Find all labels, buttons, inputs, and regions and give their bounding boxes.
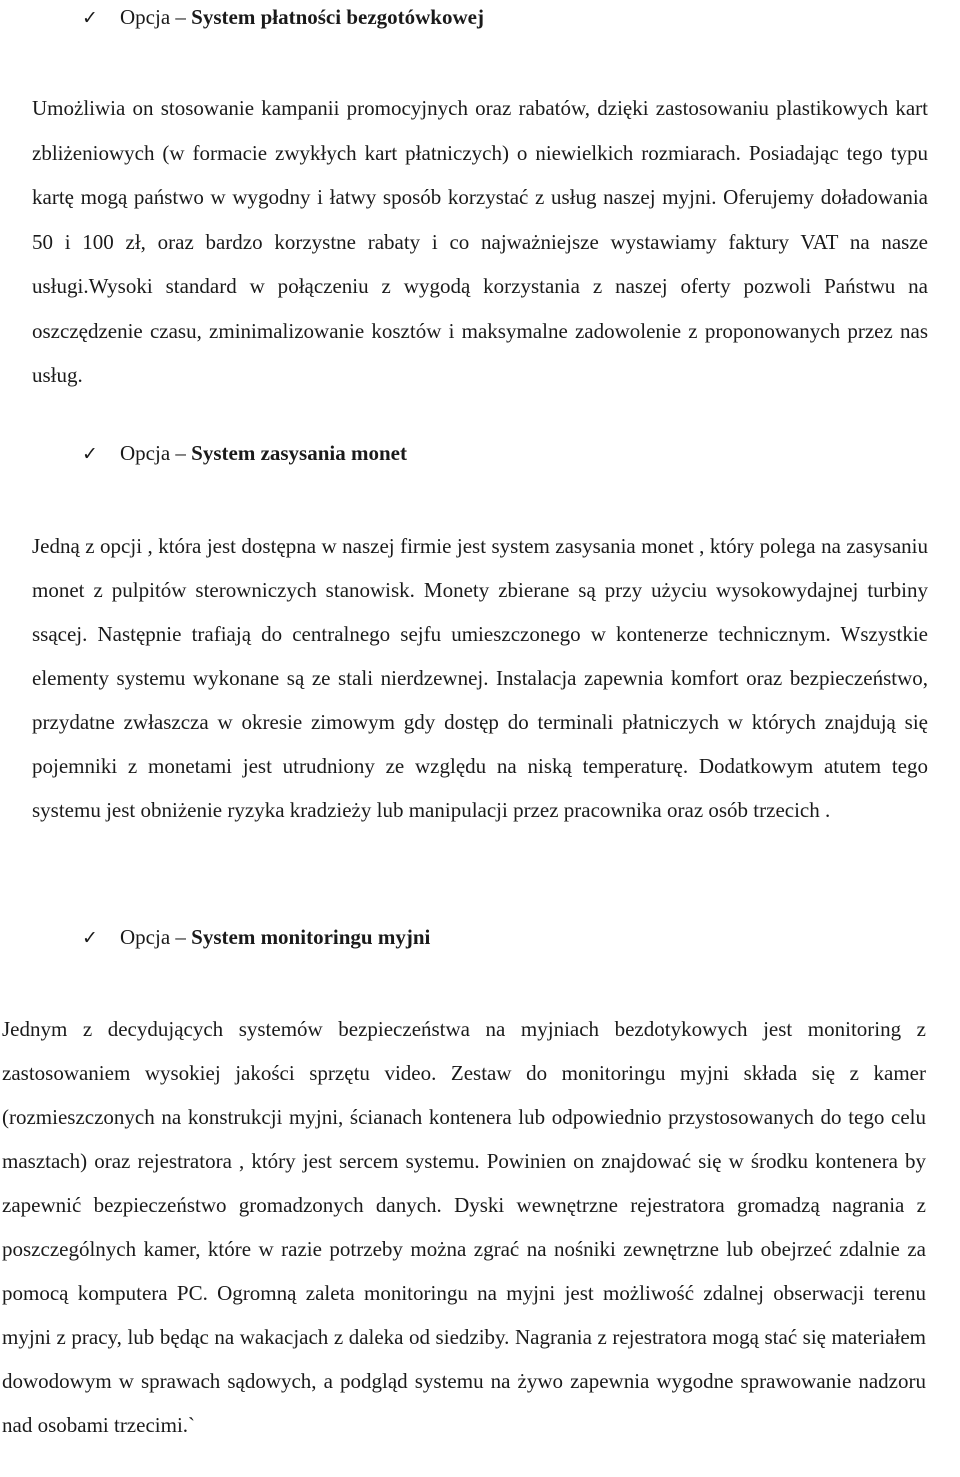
section-body-payment: Umożliwia on stosowanie kampanii promocyjnych oraz rabatów, dzięki zastosowaniu plastikowych kart zbliżeniowych (w formacie zwykłych kart płatniczych) o niewielkich rozmiarach. Posiadając tego typu kartę mogą państwo w wygodny i łatwy sposób korzystać z usług naszej myjni. Oferujemy doładowania 50 i 100 zł, oraz bardzo korzystne rabaty i co najważniejsze wystawiamy faktury VAT na nasze usługi.Wysoki standard w połączeniu z wygodą korzystania z naszej oferty pozwoli Państwu na oszczędzenie czasu, zminimalizowanie kosztów i maksymalne zadowolenie z proponowanych przez nas usług.: [32, 96, 928, 387]
heading-prefix: Opcja –: [120, 5, 192, 29]
heading-title: System monitoringu myjni: [191, 925, 431, 949]
checkmark-icon: ✓: [82, 7, 98, 29]
section-heading-payment: [82, 2, 484, 33]
section-heading-monitoring: [82, 922, 430, 953]
section-body-monitoring: Jednym z decydujących systemów bezpieczeństwa na myjniach bezdotykowych jest monitoring z zastosowaniem wysokiej jakości sprzętu video. Zestaw do monitoringu myjni składa się z kamer (rozmieszczonych na konstrukcji myjni, ścianach kontenera lub odpowiednio przystosowanych do tego celu masztach) oraz rejestratora , który jest sercem systemu. Powinien on znajdować się w środku kontenera by zapewnić bezpieczeństwo gromadzonych danych. Dyski wewnętrzne rejestratora gromadzą nagrania z poszczególnych kamer, które w razie potrzeby można zgrać na nośniki zewnętrzne lub obejrzeć zdalnie za pomocą komputera PC. Ogromną zaleta monitoringu na myjni jest możliwość zdalnej obserwacji terenu myjni z pracy, lub będąc na wakacjach z daleka od siedziby. Nagrania z rejestratora mogą stać się materiałem dowodowym w sprawach sądowych, a podgląd systemu na żywo zapewnia wygodne sprawowanie nadzoru nad osobami trzecimi.`: [2, 1017, 926, 1437]
checkmark-icon: ✓: [82, 443, 98, 465]
section-heading-coins: [82, 438, 407, 469]
heading-prefix: Opcja –: [120, 925, 192, 949]
checkmark-icon: ✓: [82, 927, 98, 949]
heading-title: System płatności bezgotówkowej: [191, 5, 484, 29]
heading-title: System zasysania monet: [191, 441, 407, 465]
heading-prefix: Opcja –: [120, 441, 192, 465]
section-body-coins: Jedną z opcji , która jest dostępna w naszej firmie jest system zasysania monet , który polega na zasysaniu monet z pulpitów sterowniczych stanowisk. Monety zbierane są przy użyciu wysokowydajnej turbiny ssącej. Następnie trafiają do centralnego sejfu umieszczonego w kontenerze technicznym. Wszystkie elementy systemu wykonane są ze stali nierdzewnej. Instalacja zapewnia komfort oraz bezpieczeństwo, przydatne zwłaszcza w okresie zimowym gdy dostęp do terminali płatniczych w których znajdują się pojemniki z monetami jest utrudniony ze względu na niską temperaturę. Dodatkowym atutem tego systemu jest obniżenie ryzyka kradzieży lub manipulacji przez pracownika oraz osób trzecich .: [32, 534, 928, 822]
